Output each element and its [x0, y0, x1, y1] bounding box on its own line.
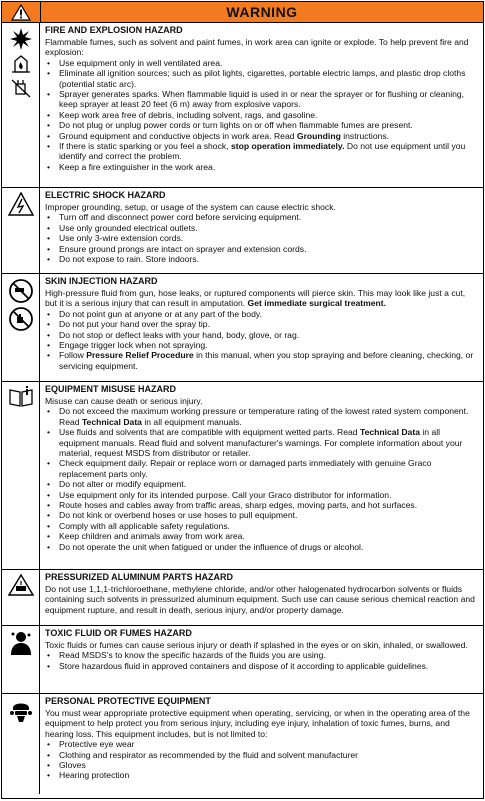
skin-list	[45, 309, 479, 371]
toxic-text	[40, 626, 483, 693]
misuse-list	[45, 406, 479, 552]
equipment-misuse-section	[2, 382, 483, 570]
list-item: • Store hazardous fluid in approved containers and dispose of it according to applicable guidelines.	[59, 661, 479, 671]
list-item: • Do not expose to rain. Store indoors.	[59, 254, 479, 264]
toxic-person-icon	[8, 630, 34, 656]
warning-page	[1, 1, 484, 799]
surgical-treatment-text: Get immediate surgical treatment.	[247, 298, 387, 309]
electric-intro: Improper grounding, setup, or usage of the system can cause electric shock.	[45, 202, 336, 212]
ppe-icon-column	[2, 694, 40, 794]
list-item: • Use fluids and solvents that are compatible with equipment wetted parts. Read Technical Data in all equipment manuals. Read fluid and solvent manufacturer's warnings. For complete information about your material, request MSDS from distributor or retailer.	[59, 427, 479, 458]
list-item: • Comply with all applicable safety regulations.	[59, 521, 479, 531]
technical-data-ref: Technical Data	[359, 427, 420, 438]
list-item: • Do not plug or unplug power cords or turn lights on or off when flammable fumes are present.	[59, 120, 479, 130]
fire-icon-column	[2, 23, 40, 187]
ppe-text	[40, 694, 483, 794]
list-item: • Protective eye wear	[59, 739, 479, 749]
toxic-intro: Toxic fluids or fumes can cause serious injury or death if splashed in the eyes or on skin, inhaled, or swallowed.	[45, 640, 468, 650]
list-item: • Use equipment only for its intended purpose. Call your Graco distributor for information.	[59, 490, 479, 500]
electric-title: ELECTRIC SHOCK HAZARD	[45, 190, 166, 200]
fire-title: FIRE AND EXPLOSION HAZARD	[45, 25, 183, 35]
no-smoking-flame-icon	[9, 53, 33, 75]
skin-injection-section	[2, 274, 483, 382]
aluminum-intro: Do not use 1,1,1-trichloroethane, methylene chloride, and/or other halogenated hydrocarbon solvents or fluids containing such solvents in pressurized aluminum equipment. Such use can cause serious chemical reaction and equipment rupture, and result in death, serious injury, and/or property damage.	[45, 584, 475, 615]
ppe-section	[2, 694, 483, 794]
ppe-title: PERSONAL PROTECTIVE EQUIPMENT	[45, 696, 211, 706]
pressure-burst-icon	[8, 574, 34, 596]
grounding-ref: Grounding	[296, 130, 341, 141]
pressure-relief-ref: Pressure Relief Procedure	[86, 350, 194, 361]
skin-intro: High-pressure fluid from gun, hose leaks, or ruptured components will pierce skin. This may look like just a cut, but it is a serious injury that can result in amputation. Get immediate surgical treatment.	[45, 288, 466, 309]
list-item: • Keep work area free of debris, including solvent, rags, and gasoline.	[59, 110, 479, 120]
list-item: • Sprayer generates sparks. When flammable liquid is used in or near the sprayer or for flushing or cleaning, keep sprayer at least 20 feet (6 m) away from explosive vapors.	[59, 89, 479, 110]
toxic-list	[45, 650, 479, 671]
ppe-list	[45, 739, 479, 781]
misuse-text	[40, 382, 483, 569]
list-item: • Do not operate the unit when fatigued or under the influence of drugs or alcohol.	[59, 542, 479, 552]
list-item: • Use equipment only in well ventilated area.	[59, 58, 479, 68]
no-gun-pointing-icon	[8, 278, 34, 304]
list-item: • Gloves	[59, 760, 479, 770]
list-item: • Route hoses and cables away from traffic areas, sharp edges, moving parts, and hot surfaces.	[59, 500, 479, 510]
list-item: • Use only grounded electrical outlets.	[59, 223, 479, 233]
toxic-title: TOXIC FLUID OR FUMES HAZARD	[45, 628, 192, 638]
list-item: • Do not point gun at anyone or at any part of the body.	[59, 309, 479, 319]
electric-text	[40, 188, 483, 273]
list-item: • Hearing protection	[59, 770, 479, 780]
list-item: • Do not exceed the maximum working pressure or temperature rating of the lowest rated system component. Read Technical Data in all equipment manuals.	[59, 406, 479, 427]
list-item: • Follow Pressure Relief Procedure in this manual, when you stop spraying and before cleaning, checking, or servicing equipment.	[59, 350, 479, 371]
aluminum-text	[40, 570, 483, 625]
list-item: • Use only 3-wire extension cords.	[59, 233, 479, 243]
fire-text	[40, 23, 483, 187]
fire-intro: Flammable fumes, such as solvent and paint fumes, in work area can ignite or explode. To help prevent fire and explosion:	[45, 37, 469, 58]
list-item: • Do not put your hand over the spray tip.	[59, 319, 479, 329]
no-hand-icon	[8, 306, 34, 332]
technical-data-ref: Technical Data	[81, 416, 142, 427]
electric-list	[45, 212, 479, 264]
list-item: • Do not kink or overbend hoses or use hoses to pull equipment.	[59, 510, 479, 520]
ppe-intro: You must wear appropriate protective equipment when operating, servicing, or when in the operating area of the equipment to help protect you from serious injury, including eye injury, inhalation of toxic fumes, burns, and hearing loss. This equipment includes, but is not limited to:	[45, 708, 470, 739]
read-manual-icon	[8, 386, 34, 408]
stop-operation-text: stop operation immediately.	[230, 141, 345, 152]
skin-text	[40, 274, 483, 381]
list-item: • Ensure ground prongs are intact on sprayer and extension cords.	[59, 244, 479, 254]
aluminum-icon-column	[2, 570, 40, 625]
list-item: • Engage trigger lock when not spraying.	[59, 340, 479, 350]
aluminum-title: PRESSURIZED ALUMINUM PARTS HAZARD	[45, 572, 233, 582]
list-item: • If there is static sparking or you feel a shock, stop operation immediately. Do not use equipment until you identify and correct the problem.	[59, 141, 479, 162]
misuse-intro: Misuse can cause death or serious injury.	[45, 396, 203, 406]
warning-title: WARNING	[226, 4, 298, 20]
list-item: • Ground equipment and conductive objects in work area. Read Grounding instructions.	[59, 131, 479, 141]
list-item: • Keep children and animals away from work area.	[59, 531, 479, 541]
toxic-fumes-section	[2, 626, 483, 694]
lightning-triangle-icon	[8, 192, 34, 216]
list-item: • Clothing and respirator as recommended by the fluid and solvent manufacturer	[59, 750, 479, 760]
list-item: • Check equipment daily. Repair or replace worn or damaged parts immediately with genuine Graco replacement parts only.	[59, 458, 479, 479]
fire-list	[45, 58, 479, 172]
list-item: • Keep a fire extinguisher in the work area.	[59, 162, 479, 172]
fire-explosion-section	[2, 23, 483, 188]
electric-shock-section	[2, 188, 483, 274]
skin-title: SKIN INJECTION HAZARD	[45, 276, 158, 286]
misuse-title: EQUIPMENT MISUSE HAZARD	[45, 384, 177, 394]
list-item: • Turn off and disconnect power cord before servicing equipment.	[59, 212, 479, 222]
misuse-icon-column	[2, 382, 40, 569]
aluminum-parts-section	[2, 570, 483, 626]
toxic-icon-column	[2, 626, 40, 693]
list-item: • Do not alter or modify equipment.	[59, 479, 479, 489]
explosion-icon	[9, 27, 33, 51]
warning-triangle-cell	[2, 2, 41, 22]
no-plug-icon	[9, 77, 33, 99]
warning-header	[2, 2, 483, 23]
list-item: • Read MSDS's to know the specific hazards of the fluids you are using.	[59, 650, 479, 660]
list-item: • Eliminate all ignition sources; such as pilot lights, cigarettes, portable electric lamps, and plastic drop cloths (potential static arc).	[59, 68, 479, 89]
electric-icon-column	[2, 188, 40, 273]
warning-triangle-icon	[11, 4, 31, 21]
skin-icon-column	[2, 274, 40, 381]
list-item: • Do not stop or deflect leaks with your hand, body, glove, or rag.	[59, 330, 479, 340]
protective-gear-icon	[8, 698, 34, 724]
